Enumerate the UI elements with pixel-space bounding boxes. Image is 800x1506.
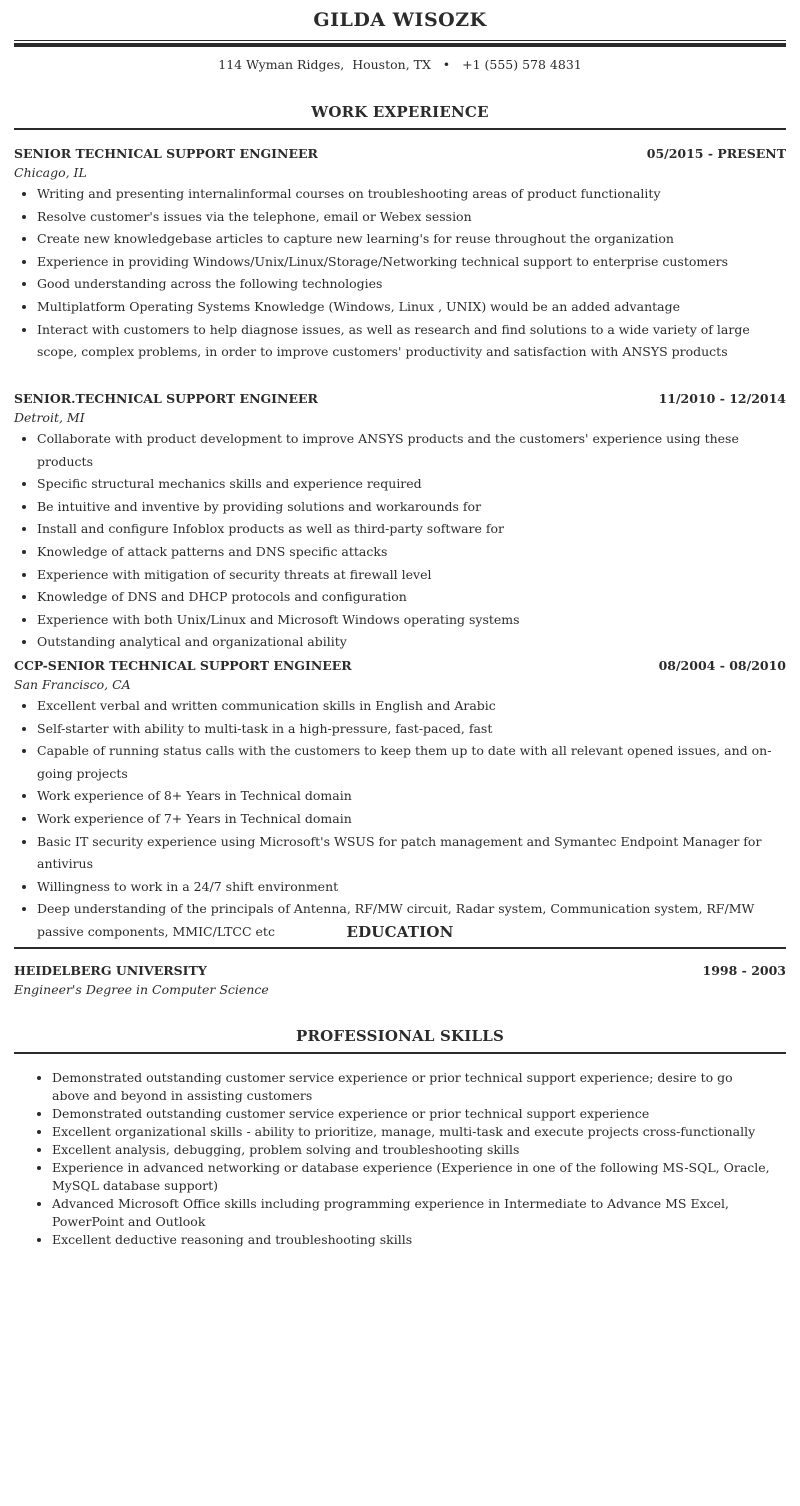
duty-item: • Self-starter with ability to multi-task in a high-pressure, fast-paced, fast (37, 718, 786, 741)
work-experience-heading: WORK EXPERIENCE (311, 103, 489, 121)
job-entry (14, 391, 786, 654)
school-name: HEIDELBERG UNIVERSITY (14, 963, 207, 978)
duty-item: • Outstanding analytical and organizational ability (37, 631, 786, 654)
education-entry (14, 963, 786, 997)
job-location: San Francisco, CA (14, 677, 131, 692)
job-title: SENIOR TECHNICAL SUPPORT ENGINEER (14, 146, 318, 161)
duty-item: • Experience with both Unix/Linux and Microsoft Windows operating systems (37, 609, 786, 632)
skill-item: • Demonstrated outstanding customer service experience or prior technical support experience (52, 1105, 774, 1123)
duty-item: • Resolve customer's issues via the telephone, email or Webex session (37, 206, 786, 229)
skill-item: • Excellent deductive reasoning and troubleshooting skills (52, 1231, 774, 1249)
job-duties-list (14, 183, 786, 364)
skill-item: • Excellent analysis, debugging, problem solving and troubleshooting skills (52, 1141, 774, 1159)
skills-divider (14, 1052, 786, 1054)
job-title: CCP-SENIOR TECHNICAL SUPPORT ENGINEER (14, 658, 352, 673)
job-location: Chicago, IL (14, 165, 87, 180)
duty-item: • Install and configure Infoblox products as well as third-party software for (37, 518, 786, 541)
duty-item: • Basic IT security experience using Microsoft's WSUS for patch management and Symantec Endpoint Manager for antivirus (37, 831, 786, 876)
work-experience-divider (14, 128, 786, 130)
job-entry (14, 658, 786, 944)
header-divider-thin (14, 40, 786, 41)
job-dates: 05/2015 - PRESENT (646, 146, 786, 161)
skill-item: • Advanced Microsoft Office skills including programming experience in Intermediate to Advance MS Excel, PowerPoint and Outlook (52, 1195, 774, 1231)
duty-item: • Work experience of 8+ Years in Technical domain (37, 785, 786, 808)
duty-item: • Knowledge of DNS and DHCP protocols and configuration (37, 586, 786, 609)
duty-item: • Specific structural mechanics skills and experience required (37, 473, 786, 496)
candidate-name: GILDA WISOZK (313, 9, 487, 31)
education-dates: 1998 - 2003 (702, 963, 786, 978)
duty-item: • Deep understanding of the principals of Antenna, RF/MW circuit, Radar system, Communication system, RF/MW passive components, MMIC/LTCC etc (37, 898, 786, 943)
duty-item: • Good understanding across the following technologies (37, 273, 786, 296)
job-dates: 11/2010 - 12/2014 (658, 391, 786, 406)
header-divider-thick (14, 43, 786, 47)
duty-item: • Interact with customers to help diagnose issues, as well as research and find solutions to a wide variety of large scope, complex problems, in order to improve customers' productivity and satisfaction with ANSYS products (37, 319, 786, 364)
job-duties-list (14, 428, 786, 654)
job-location: Detroit, MI (14, 410, 85, 425)
duty-item: • Be intuitive and inventive by providing solutions and workarounds for (37, 496, 786, 519)
education-divider (14, 947, 786, 949)
education-heading: EDUCATION (346, 923, 454, 941)
skill-item: • Demonstrated outstanding customer service experience or prior technical support experience; desire to go above and beyond in assisting customers (52, 1069, 774, 1105)
skills-list (14, 1069, 774, 1249)
contact-line: 114 Wyman Ridges, Houston, TX • +1 (555) 578 4831 (218, 57, 582, 72)
job-duties-list (14, 695, 786, 944)
skill-item: • Experience in advanced networking or database experience (Experience in one of the following MS-SQL, Oracle, MySQL database support) (52, 1159, 774, 1195)
duty-item: • Collaborate with product development to improve ANSYS products and the customers' experience using these products (37, 428, 786, 473)
duty-item: • Experience in providing Windows/Unix/Linux/Storage/Networking technical support to enterprise customers (37, 251, 786, 274)
duty-item: • Multiplatform Operating Systems Knowledge (Windows, Linux , UNIX) would be an added advantage (37, 296, 786, 319)
skill-item: • Excellent organizational skills - ability to prioritize, manage, multi-task and execute projects cross-functionally (52, 1123, 774, 1141)
duty-item: • Excellent verbal and written communication skills in English and Arabic (37, 695, 786, 718)
duty-item: • Knowledge of attack patterns and DNS specific attacks (37, 541, 786, 564)
job-entry (14, 146, 786, 364)
skills-heading: PROFESSIONAL SKILLS (295, 1027, 505, 1045)
duty-item: • Create new knowledgebase articles to capture new learning's for reuse throughout the organization (37, 228, 786, 251)
degree: Engineer's Degree in Computer Science (14, 982, 269, 997)
job-title: SENIOR.TECHNICAL SUPPORT ENGINEER (14, 391, 318, 406)
duty-item: • Writing and presenting internalinformal courses on troubleshooting areas of product functionality (37, 183, 786, 206)
duty-item: • Work experience of 7+ Years in Technical domain (37, 808, 786, 831)
duty-item: • Experience with mitigation of security threats at firewall level (37, 564, 786, 587)
duty-item: • Capable of running status calls with the customers to keep them up to date with all relevant opened issues, and on-going projects (37, 740, 786, 785)
job-dates: 08/2004 - 08/2010 (658, 658, 786, 673)
duty-item: • Willingness to work in a 24/7 shift environment (37, 876, 786, 899)
